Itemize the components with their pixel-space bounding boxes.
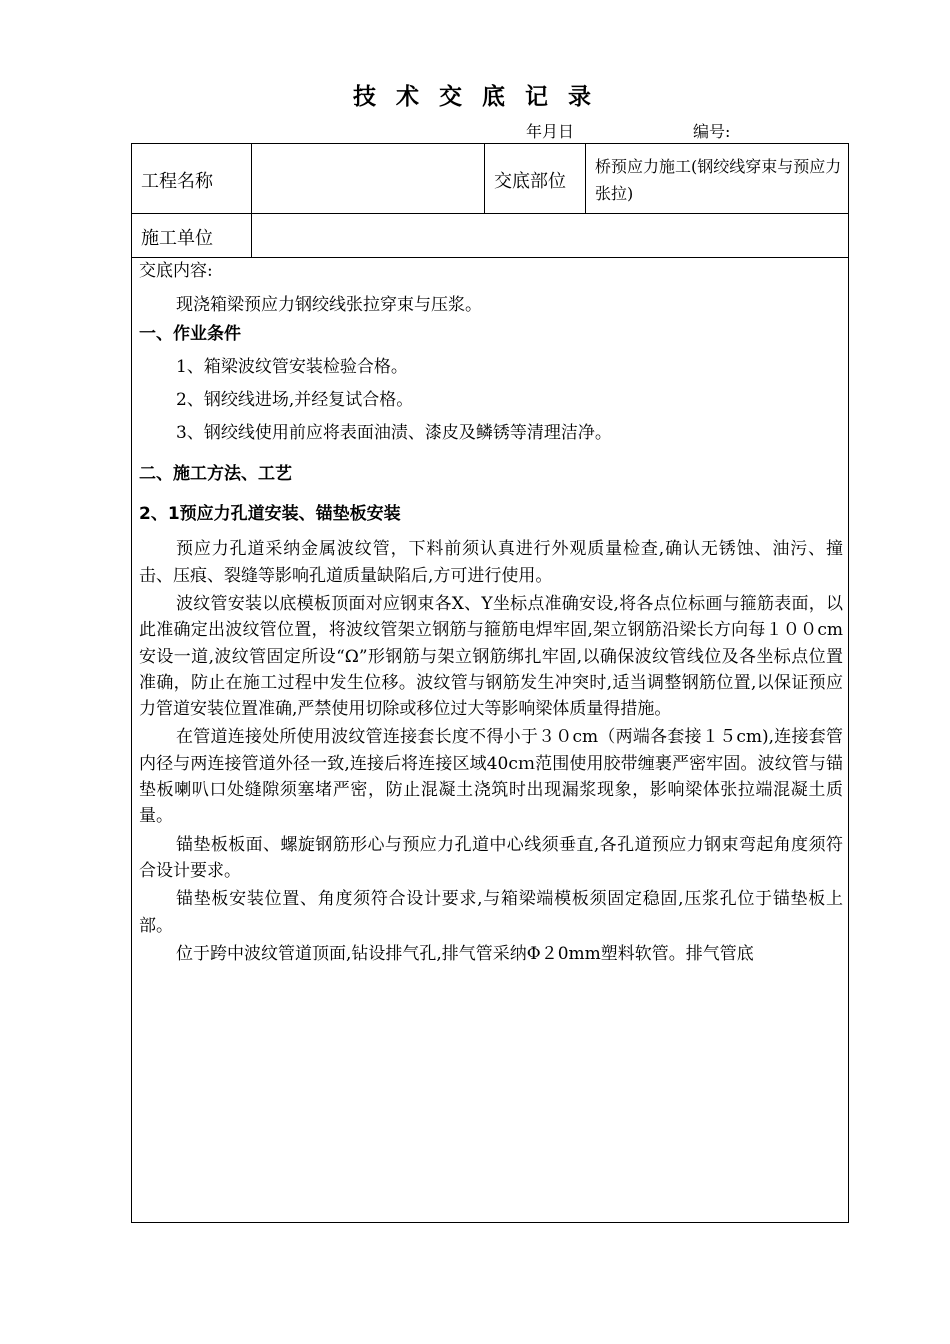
method-paragraph: 预应力孔道采纳金属波纹管，下料前须认真进行外观质量检查,确认无锈蚀、油污、撞击、压痕、裂缝等影响孔道质量缺陷后,方可进行使用。 [139, 539, 843, 586]
method-paragraph: 在管道连接处所使用波纹管连接套长度不得小于３０cm（两端各套接１５cm),连接套管内径与两连接管道外径一致,连接后将连接区域40cｍ范围使用胶带缠裹严密牢固。波纹管与锚垫板喇叭口处缝隙须塞堵严密，防止混凝土浇筑时出现漏浆现象，影响梁体张拉端混凝土质量。 [139, 727, 843, 827]
date-label: 年月日 [526, 122, 575, 141]
row-divider [131, 213, 849, 214]
project-name-label: 工程名称 [141, 171, 213, 192]
construction-unit-label: 施工单位 [141, 228, 213, 249]
section-heading-conditions: 一、作业条件 [139, 323, 241, 344]
content-label: 交底内容: [139, 261, 213, 281]
handover-part-label: 交底部位 [494, 171, 566, 192]
method-paragraph: 锚垫板板面、螺旋钢筋形心与预应力孔道中心线须垂直,各孔道预应力钢束弯起角度须符合设计要求。 [139, 834, 843, 881]
condition-item: 1、箱梁波纹管安装检验合格。 [176, 356, 408, 377]
column-divider [484, 143, 485, 213]
method-paragraph: 锚垫板安装位置、角度须符合设计要求,与箱梁端模板须固定稳固,压浆孔位于锚垫板上部。 [139, 889, 843, 936]
subsection-heading: 2、1预应力孔道安装、锚垫板安装 [139, 504, 401, 525]
content-intro: 现浇箱梁预应力钢绞线张拉穿束与压浆。 [176, 295, 482, 316]
condition-item: 3、钢绞线使用前应将表面油渍、漆皮及鳞锈等清理洁净。 [176, 423, 612, 444]
document-title: 技 术 交 底 记 录 [352, 84, 598, 110]
condition-item: 2、钢绞线进场,并经复试合格。 [176, 390, 414, 411]
handover-part-value: 桥预应力施工(钢绞线穿束与预应力张拉) [595, 157, 842, 203]
method-paragraph: 位于跨中波纹管道顶面,钻设排气孔,排气管采纳Φ２0mm塑料软管。排气管底 [176, 943, 754, 964]
column-divider [251, 143, 252, 258]
handover-content [139, 258, 843, 967]
column-divider [585, 143, 586, 213]
serial-number-label: 编号: [693, 122, 731, 141]
section-heading-method: 二、施工方法、工艺 [139, 463, 292, 484]
method-paragraph: 波纹管安装以底模板顶面对应钢束各X、Y坐标点准确安设,将各点位标画与箍筋表面，以此准确定出波纹管位置，将波纹管架立钢筋与箍筋电焊牢固,架立钢筋沿梁长方向每１００cm安设一道,波纹管固定所设“Ω”形钢筋与架立钢筋绑扎牢固,以确保波纹管线位及各坐标点位置准确，防止在施工过程中发生位移。波纹管与钢筋发生冲突时,适当调整钢筋位置,以保证预应力管道安装位置准确,严禁使用切除或移位过大等影响梁体质量得措施。 [139, 593, 843, 720]
